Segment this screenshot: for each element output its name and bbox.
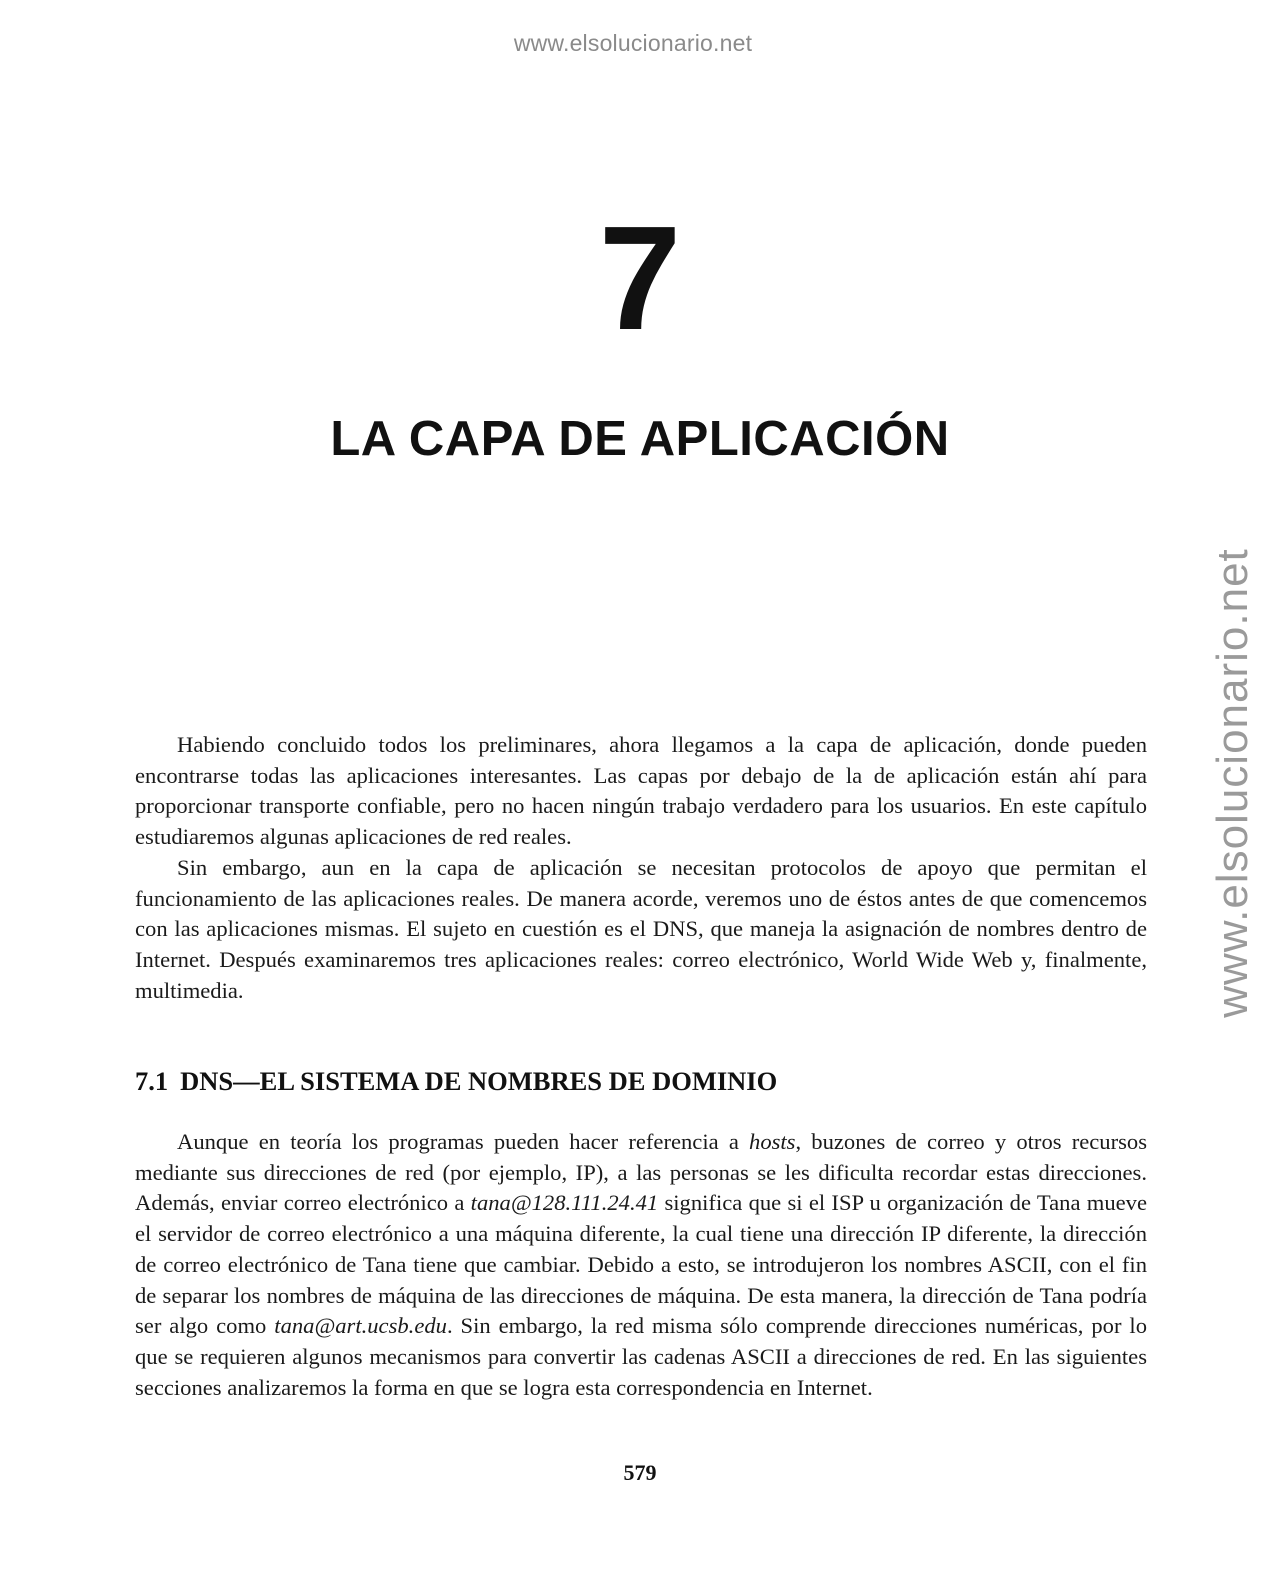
intro-paragraph-2: Sin embargo, aun en la capa de aplicación se necesitan protocolos de apoyo que permitan el funcionamiento de las aplicaciones reales. De manera acorde, veremos uno de éstos antes de que comencemos con las aplicaciones mismas. El sujeto en cuestión es el DNS, que maneja la asignación de nombres dentro de Internet. Después examinaremos tres aplicaciones reales: correo electrónico, World Wide Web y, finalmente, multimedia. bbox=[135, 854, 1147, 1003]
section-text-part-b: , buzones de correo y otros recursos mediante sus direcciones de red (por ejemplo, IP), a las personas se les dificulta recordar estas direcciones. Además, enviar correo electrónico a bbox=[135, 1129, 1147, 1216]
section-body bbox=[135, 1127, 1147, 1403]
section-text-part-c: significa que si el ISP u organización de Tana mueve el servidor de correo electrónico a una máquina diferente, la cual tiene una dirección IP diferente, la dirección de correo electrónico de Tana tiene que cambiar. Debido a esto, se introdujeron los nombres ASCII, con el fin de separar los nombres de máquina de las direcciones de máquina. De esta manera, la dirección de Tana podría ser algo como bbox=[135, 1190, 1147, 1339]
section-text-part-d: . Sin embargo, la red misma sólo comprende direcciones numéricas, por lo que se requieren algunos mecanismos para convertir las cadenas ASCII a direcciones de red. En las siguientes secciones analizaremos la forma en que se logra esta correspondencia en Internet. bbox=[135, 1313, 1147, 1400]
chapter-number: 7 bbox=[598, 196, 682, 361]
section-text-part-a: Aunque en teoría los programas pueden hacer referencia a bbox=[177, 1129, 750, 1154]
section-heading bbox=[135, 1066, 777, 1098]
section-number: 7.1 bbox=[135, 1066, 169, 1096]
hosts-term: hosts bbox=[749, 1129, 796, 1154]
chapter-title: LA CAPA DE APLICACIÓN bbox=[330, 412, 950, 466]
intro-text bbox=[135, 730, 1147, 1006]
page-number: 579 bbox=[623, 1460, 657, 1485]
header-watermark-url[interactable]: www.elsolucionario.net bbox=[513, 30, 753, 56]
email-example-ip: tana@128.111.24.41 bbox=[470, 1190, 659, 1216]
side-watermark-url: www.elsolucionario.net bbox=[1208, 548, 1257, 1018]
section-paragraph-1 bbox=[135, 1127, 1147, 1403]
intro-paragraph-1: Habiendo concluido todos los preliminares, ahora llegamos a la capa de aplicación, donde pueden encontrarse todas las aplicaciones interesantes. Las capas por debajo de la de aplicación están ahí para proporcionar transporte confiable, pero no hacen ningún trabajo verdadero para los usuarios. En este capítulo estudiaremos algunas aplicaciones de red reales. bbox=[135, 732, 1147, 850]
email-example-ascii: tana@art.ucsb.edu bbox=[274, 1313, 447, 1339]
section-title: DNS—EL SISTEMA DE NOMBRES DE DOMINIO bbox=[180, 1066, 778, 1096]
